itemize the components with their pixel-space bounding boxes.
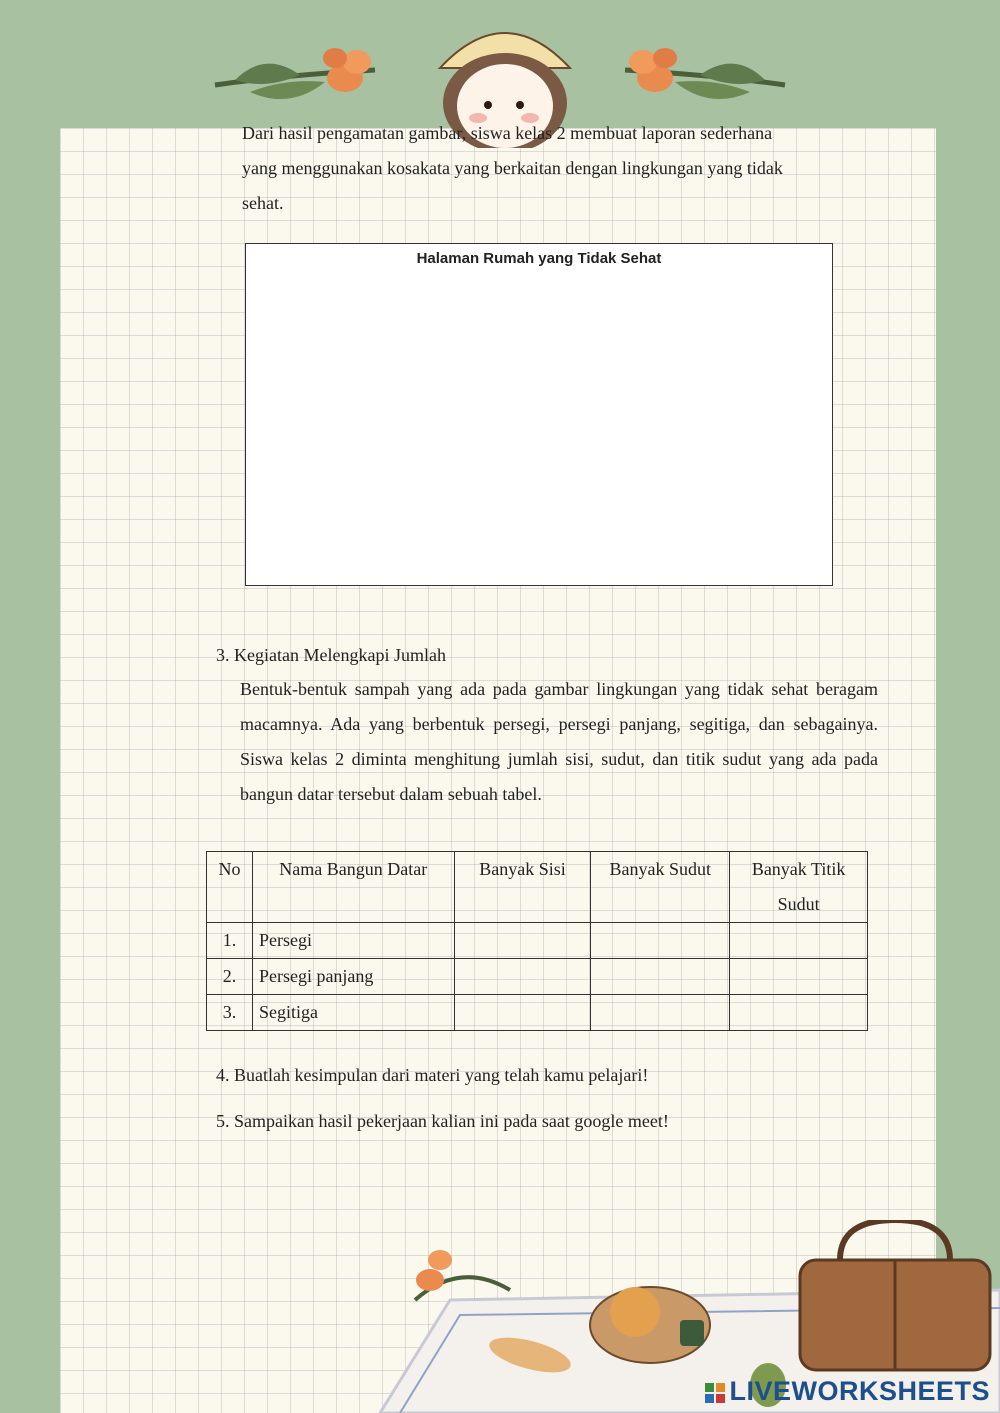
drawing-box[interactable] [245,243,833,586]
liveworksheets-logo-icon [705,1383,725,1403]
tulip-left-illustration [205,40,385,115]
header-no: No [207,852,253,923]
vertices-input-cell[interactable] [730,959,868,995]
question-5: 5. Sampaikan hasil pekerjaan kalian ini pada saat google meet! [216,1111,669,1131]
tulip-right-illustration [615,40,795,115]
intro-line-2: yang menggunakan kosakata yang berkaitan dengan lingkungan yang tidak [242,158,783,178]
row-no: 2. [207,959,253,995]
table-header-row [207,852,868,923]
row-shape-name: Segitiga [252,995,454,1031]
drawing-box-title: Halaman Rumah yang Tidak Sehat [416,250,662,267]
row-no: 1. [207,923,253,959]
angles-input-cell[interactable] [591,959,730,995]
intro-line-1: Dari hasil pengamatan gambar, siswa kelas 2 membuat laporan sederhana [242,123,773,143]
liveworksheets-logo [705,1376,990,1407]
table-row [207,923,868,959]
row-shape-name: Persegi [252,923,454,959]
table-row [207,995,868,1031]
intro-paragraph [242,116,852,221]
brand-text: LIVEWORKSHEETS [729,1376,990,1406]
table-row [207,959,868,995]
shape-table [206,851,868,1031]
angles-input-cell[interactable] [591,995,730,1031]
sides-input-cell[interactable] [454,995,591,1031]
question-4: 4. Buatlah kesimpulan dari materi yang telah kamu pelajari! [216,1065,649,1085]
header-shape-name: Nama Bangun Datar [252,852,454,923]
section-3-heading: 3. Kegiatan Melengkapi Jumlah [216,645,446,665]
header-angles: Banyak Sudut [591,852,730,923]
intro-line-3: sehat. [242,193,284,213]
header-sides: Banyak Sisi [454,852,591,923]
row-shape-name: Persegi panjang [252,959,454,995]
vertices-input-cell[interactable] [730,923,868,959]
vertices-input-cell[interactable] [730,995,868,1031]
header-vertices: Banyak Titik Sudut [730,852,868,923]
sides-input-cell[interactable] [454,959,591,995]
row-no: 3. [207,995,253,1031]
angles-input-cell[interactable] [591,923,730,959]
section-3-paragraph: Bentuk-bentuk sampah yang ada pada gambar lingkungan yang tidak sehat beragam macamnya. Ada yang berbentuk persegi, persegi panjang, segitiga, dan sebagainya. Siswa kelas 2 diminta menghitung jumlah sisi, sudut, dan titik sudut yang ada pada bangun datar tersebut dalam sebuah tabel. [240,679,878,804]
sides-input-cell[interactable] [454,923,591,959]
